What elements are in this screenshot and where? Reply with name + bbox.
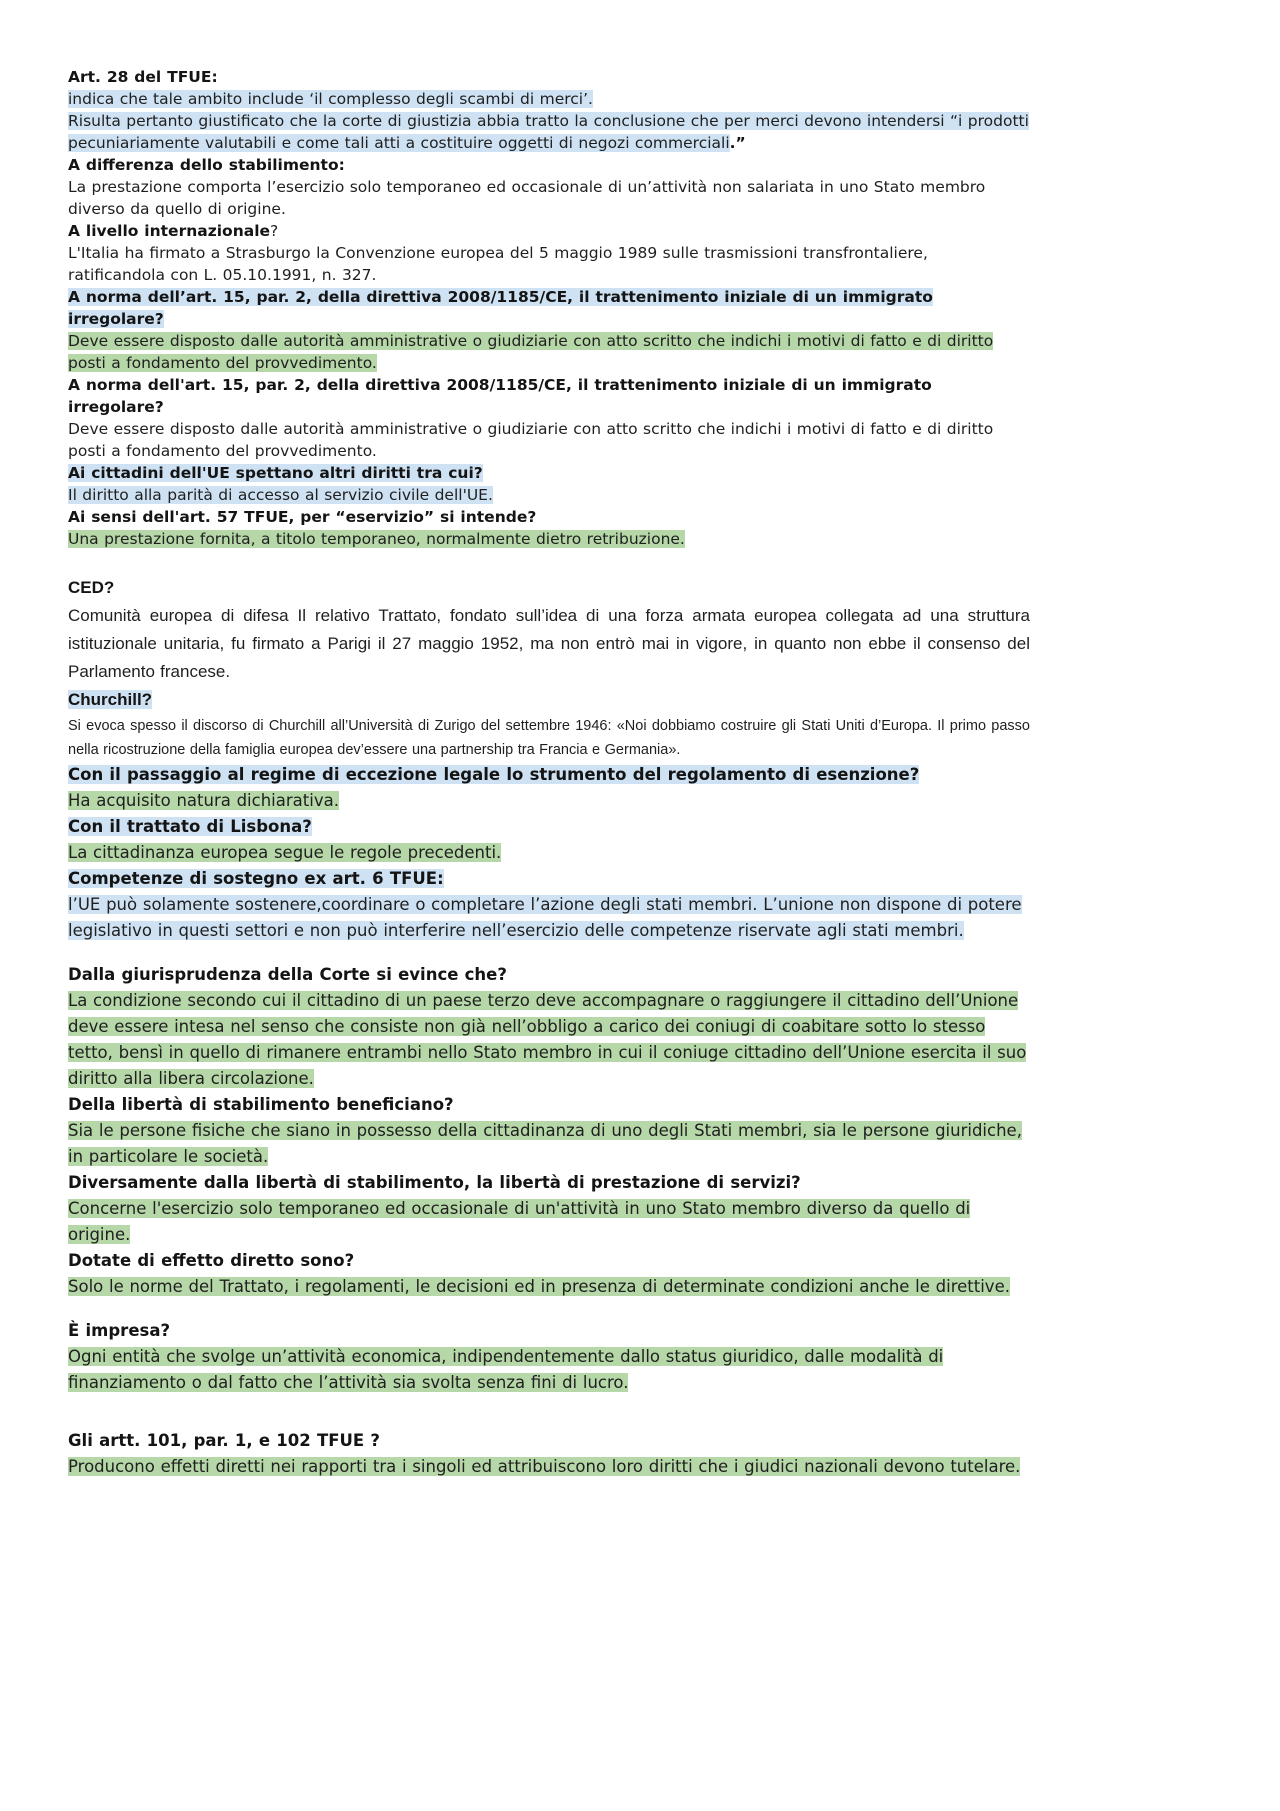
- heading-text: Gli artt. 101, par. 1, e 102 TFUE ?: [68, 1431, 380, 1450]
- answer-paragraph: [68, 788, 1030, 814]
- body-text: Solo le norme del Trattato, i regolamenti, le decisioni ed in presenza di determinate condizioni anche le direttive.: [68, 1277, 1010, 1296]
- answer-paragraph: [68, 418, 1030, 462]
- body-text: Producono effetti diretti nei rapporti tra i singoli ed attribuiscono loro diritti che i giudici nazionali devono tutelare.: [68, 1457, 1021, 1476]
- body-text: Sia le persone fisiche che siano in possesso della cittadinanza di uno degli Stati membri, sia le persone giuridiche, in particolare le società.: [68, 1121, 1022, 1166]
- question-paragraph: [68, 374, 1030, 418]
- answer-paragraph: [68, 1196, 1030, 1248]
- body-text: Ha acquisito natura dichiarativa.: [68, 791, 339, 810]
- heading-text: Con il trattato di Lisbona?: [68, 817, 312, 836]
- heading-text: Ai cittadini dell'UE spettano altri diritti tra cui?: [68, 464, 483, 482]
- body-text: La condizione secondo cui il cittadino di un paese terzo deve accompagnare o raggiungere il cittadino dell’Unione deve essere intesa nel senso che consiste non già nell’obbligo a carico dei coniugi di coabitare sotto lo stesso tetto, bensì in quello di rimanere entrambi nello Stato membro in cui il coniuge cittadino dell’Unione esercita il suo diritto alla libera circolazione.: [68, 991, 1027, 1088]
- body-text: indica che tale ambito include ‘il complesso degli scambi di merci’.: [68, 90, 593, 108]
- blank-line: [68, 1396, 1030, 1428]
- blank-line: [68, 550, 1030, 574]
- question-paragraph: [68, 1092, 1030, 1118]
- answer-paragraph: [68, 988, 1030, 1092]
- heading-text: È impresa?: [68, 1321, 171, 1340]
- answer-paragraph: [68, 892, 1030, 944]
- body-text: Deve essere disposto dalle autorità amministrative o giudiziarie con atto scritto che indichi i motivi di fatto e di diritto posti a fondamento del provvedimento.: [68, 332, 994, 372]
- question-paragraph: [68, 462, 1030, 484]
- question-paragraph: [68, 962, 1030, 988]
- question-paragraph: [68, 686, 1030, 714]
- answer-paragraph: [68, 1118, 1030, 1170]
- body-text: l’UE può solamente sostenere,coordinare o completare l’azione degli stati membri. L’unione non dispone di potere legislativo in questi settori e non può interferire nell’esercizio delle competenze riservate agli stati membri.: [68, 895, 1022, 940]
- heading-text: Ai sensi dell'art. 57 TFUE, per “eservizio” si intende?: [68, 508, 537, 526]
- body-text: Si evoca spesso il discorso di Churchill all’Università di Zurigo del settembre 1946: «Noi dobbiamo costruire gli Stati Uniti d’Europa. Il primo passo nella ricostruzione della famiglia europea dev’essere una partnership tra Francia e Germania».: [68, 718, 1030, 758]
- heading-text: Dotate di effetto diretto sono?: [68, 1251, 355, 1270]
- body-text: Il diritto alla parità di accesso al servizio civile dell'UE.: [68, 486, 493, 504]
- heading-text: .”: [729, 134, 746, 152]
- heading-text: Dalla giurisprudenza della Corte si evince che?: [68, 965, 507, 984]
- answer-paragraph: [68, 484, 1030, 506]
- body-text: Risulta pertanto giustificato che la corte di giustizia abbia tratto la conclusione che per merci devono intendersi “i prodotti pecuniariamente valutabili e come tali atti a costituire oggetti di negozi commerciali: [68, 112, 1029, 152]
- heading-text: Della libertà di stabilimento beneficiano?: [68, 1095, 454, 1114]
- answer-paragraph: [68, 714, 1030, 762]
- question-paragraph: [68, 1170, 1030, 1196]
- heading-text: Churchill?: [68, 690, 153, 709]
- blank-line: [68, 1300, 1030, 1318]
- body-text: Concerne l'esercizio solo temporaneo ed occasionale di un'attività in uno Stato membro diverso da quello di origine.: [68, 1199, 971, 1244]
- question-paragraph: [68, 1248, 1030, 1274]
- answer-paragraph: [68, 840, 1030, 866]
- heading-text: Diversamente dalla libertà di stabilimento, la libertà di prestazione di servizi?: [68, 1173, 801, 1192]
- heading-text: Con il passaggio al regime di eccezione legale lo strumento del regolamento di esenzione?: [68, 765, 920, 784]
- question-paragraph: [68, 66, 1030, 88]
- body-text: La prestazione comporta l’esercizio solo temporaneo ed occasionale di un’attività non salariata in uno Stato membro diverso da quello di origine.: [68, 178, 986, 218]
- heading-text: A livello internazionale: [68, 222, 271, 240]
- answer-paragraph: [68, 1454, 1030, 1480]
- answer-paragraph: [68, 1274, 1030, 1300]
- body-text: Deve essere disposto dalle autorità amministrative o giudiziarie con atto scritto che indichi i motivi di fatto e di diritto posti a fondamento del provvedimento.: [68, 420, 994, 460]
- question-paragraph: [68, 762, 1030, 788]
- question-paragraph: [68, 110, 1030, 154]
- question-paragraph: [68, 814, 1030, 840]
- question-paragraph: [68, 286, 1030, 330]
- body-text: L'Italia ha firmato a Strasburgo la Convenzione europea del 5 maggio 1989 sulle trasmissioni transfrontaliere, ratificandola con L. 05.10.1991, n. 327.: [68, 244, 928, 284]
- answer-paragraph: [68, 602, 1030, 686]
- question-paragraph: [68, 220, 1030, 242]
- question-paragraph: [68, 506, 1030, 528]
- heading-text: A norma dell’art. 15, par. 2, della direttiva 2008/1185/CE, il trattenimento iniziale di un immigrato irregolare?: [68, 288, 933, 328]
- question-paragraph: [68, 866, 1030, 892]
- heading-text: Art. 28 del TFUE:: [68, 68, 218, 86]
- heading-text: CED?: [68, 578, 115, 597]
- heading-text: Competenze di sostegno ex art. 6 TFUE:: [68, 869, 444, 888]
- heading-text: A norma dell'art. 15, par. 2, della direttiva 2008/1185/CE, il trattenimento iniziale di un immigrato irregolare?: [68, 376, 932, 416]
- answer-paragraph: [68, 528, 1030, 550]
- answer-paragraph: [68, 176, 1030, 220]
- answer-paragraph: [68, 330, 1030, 374]
- question-paragraph: [68, 574, 1030, 602]
- question-paragraph: [68, 1318, 1030, 1344]
- answer-paragraph: [68, 88, 1030, 110]
- body-text: Ogni entità che svolge un’attività economica, indipendentemente dallo status giuridico, dalle modalità di finanziamento o dal fatto che l’attività sia svolta senza fini di lucro.: [68, 1347, 944, 1392]
- heading-text: A differenza dello stabilimento:: [68, 156, 345, 174]
- blank-line: [68, 944, 1030, 962]
- body-text: La cittadinanza europea segue le regole precedenti.: [68, 843, 502, 862]
- body-text: Comunità europea di difesa Il relativo Trattato, fondato sull’idea di una forza armata europea collegata ad una struttura istituzionale unitaria, fu firmato a Parigi il 27 maggio 1952, ma non entrò mai in vigore, in quanto non ebbe il consenso del Parlamento francese.: [68, 606, 1030, 681]
- question-paragraph: [68, 154, 1030, 176]
- body-text: Una prestazione fornita, a titolo temporaneo, normalmente dietro retribuzione.: [68, 530, 685, 548]
- document-body: [68, 66, 1030, 1480]
- answer-paragraph: [68, 242, 1030, 286]
- question-paragraph: [68, 1428, 1030, 1454]
- body-text: ?: [270, 222, 279, 240]
- answer-paragraph: [68, 1344, 1030, 1396]
